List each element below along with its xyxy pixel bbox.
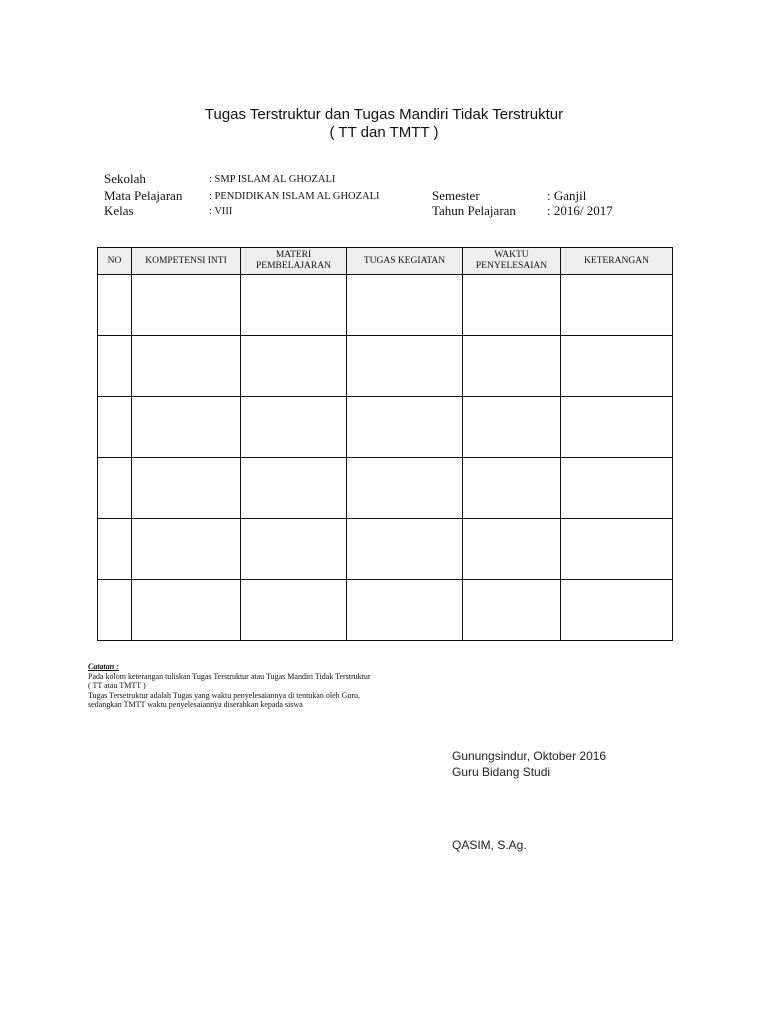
- notes-line: sedangkan TMTT waktu penyelesaiannya diserahkan kepada siswa: [88, 700, 303, 710]
- table-cell: [347, 519, 463, 580]
- header-kompetensi-inti: KOMPETENSI INTI: [132, 248, 241, 275]
- info-label: Tahun Pelajaran: [432, 203, 516, 218]
- table-cell: [347, 580, 463, 641]
- table-cell: [98, 336, 132, 397]
- notes-section: [88, 662, 428, 710]
- table-cell: [561, 397, 673, 458]
- notes-line: ( TT atau TMTT ): [88, 681, 146, 691]
- table-row: [98, 397, 673, 458]
- info-label: Semester: [432, 188, 480, 203]
- table-header-row: [98, 248, 673, 275]
- table-cell: [241, 397, 347, 458]
- table-cell: [98, 458, 132, 519]
- table-row: [98, 458, 673, 519]
- task-table: [97, 247, 673, 641]
- info-label: Mata Pelajaran: [104, 188, 183, 203]
- table-cell: [561, 458, 673, 519]
- table-cell: [98, 397, 132, 458]
- info-label: Sekolah: [104, 171, 146, 186]
- table-row: [98, 519, 673, 580]
- info-value: : PENDIDIKAN ISLAM AL GHOZALI: [209, 191, 380, 202]
- table-cell: [561, 336, 673, 397]
- table-cell: [98, 580, 132, 641]
- info-value: : VIII: [209, 206, 233, 217]
- table-cell: [132, 275, 241, 336]
- header-materi-pembelajaran: MATERI PEMBELAJARAN: [241, 248, 347, 275]
- signature-role: Guru Bidang Studi: [452, 765, 551, 779]
- table-cell: [132, 580, 241, 641]
- notes-line: Pada kolom keterangan tuliskan Tugas Terstruktur atau Tugas Mandiri Tidak Terstruktur: [88, 671, 371, 681]
- table-cell: [463, 519, 561, 580]
- table-cell: [132, 458, 241, 519]
- notes-heading: Catatan :: [88, 662, 119, 671]
- table-cell: [561, 275, 673, 336]
- table-cell: [241, 580, 347, 641]
- header-no: NO: [98, 248, 132, 275]
- table-cell: [132, 519, 241, 580]
- table-row: [98, 580, 673, 641]
- table-cell: [347, 336, 463, 397]
- document-title: Tugas Terstruktur dan Tugas Mandiri Tidak Terstruktur: [204, 106, 564, 123]
- info-value: : SMP ISLAM AL GHOZALI: [209, 174, 336, 185]
- table-cell: [347, 275, 463, 336]
- notes-line: Tugas Tersetruktur adalah Tugas yang waktu penyelesaiannya di tentukan oleh Guru,: [88, 690, 361, 700]
- table-row: [98, 275, 673, 336]
- table-cell: [98, 275, 132, 336]
- signature-name: QASIM, S.Ag.: [452, 838, 527, 852]
- table-cell: [463, 275, 561, 336]
- table-cell: [463, 397, 561, 458]
- table-cell: [463, 580, 561, 641]
- table-cell: [241, 458, 347, 519]
- header-keterangan: KETERANGAN: [561, 248, 673, 275]
- table-cell: [347, 458, 463, 519]
- document-subtitle: ( TT dan TMTT ): [329, 124, 439, 141]
- table-cell: [463, 336, 561, 397]
- signature-place-date: Gunungsindur, Oktober 2016: [452, 749, 607, 763]
- table-cell: [463, 458, 561, 519]
- table-cell: [561, 519, 673, 580]
- info-value: : Ganjil: [547, 188, 587, 203]
- table-cell: [561, 580, 673, 641]
- header-waktu-penyelesaian: WAKTU PENYELESAIAN: [463, 248, 561, 275]
- info-value: : 2016/ 2017: [547, 203, 613, 218]
- table-cell: [132, 397, 241, 458]
- table-cell: [132, 336, 241, 397]
- table-cell: [241, 519, 347, 580]
- table-cell: [241, 275, 347, 336]
- header-tugas-kegiatan: TUGAS KEGIATAN: [347, 248, 463, 275]
- table-cell: [241, 336, 347, 397]
- table-cell: [347, 397, 463, 458]
- table-row: [98, 336, 673, 397]
- info-label: Kelas: [104, 203, 134, 218]
- table-cell: [98, 519, 132, 580]
